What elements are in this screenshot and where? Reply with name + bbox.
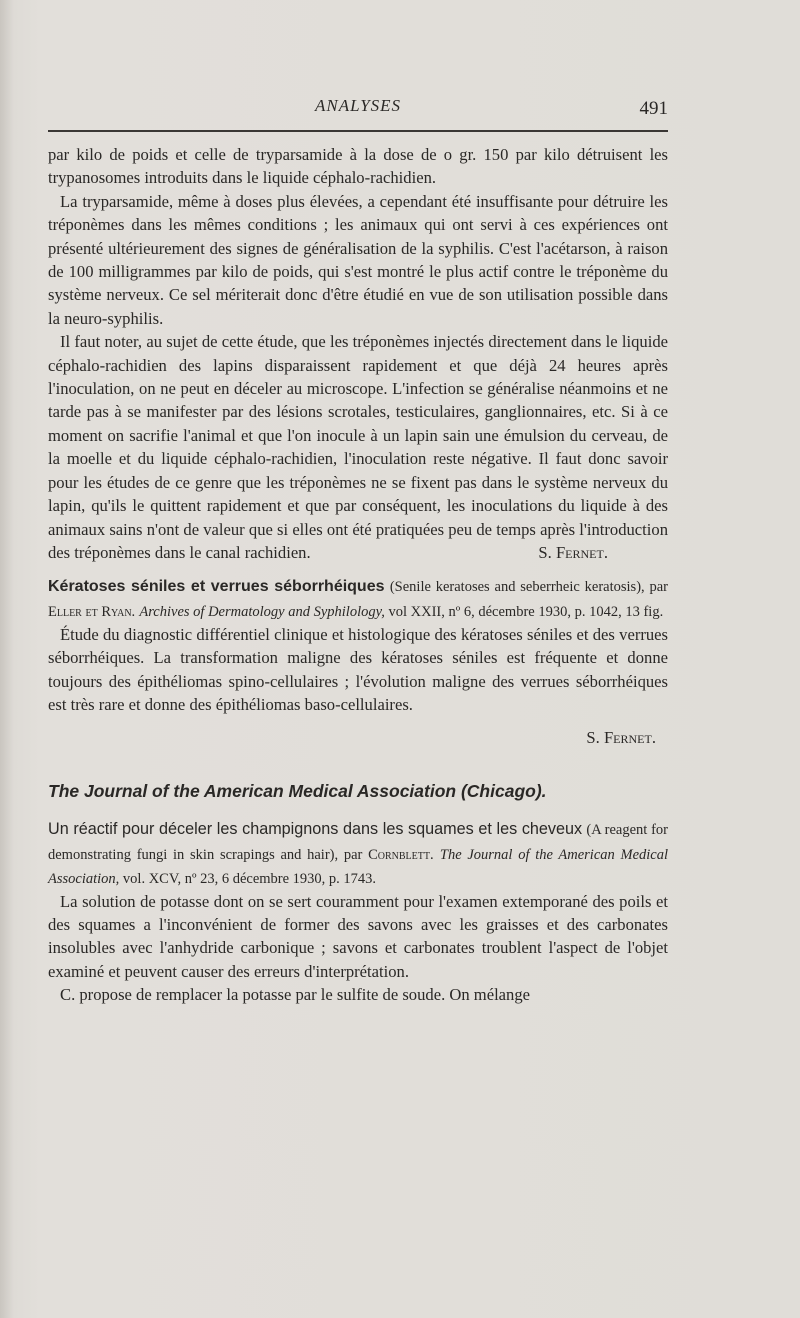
entry-1-heading [48, 574, 668, 622]
entry-2-body-2: C. propose de remplacer la potasse par le sulfite de soude. On mélange [60, 985, 530, 1005]
paragraph-3: Il faut noter, au sujet de cette étude, que les tréponèmes injectés directement dans le liquide céphalo-rachidien des lapins disparaissent rapidement et que déjà 24 heures après l'inoculation, on ne peut en déceler au microscope. L'infection se généralise néanmoins et ne tarde pas à se manifester par des lésions scrotales, testiculaires, ganglionnaires, etc. Si à ce moment on sacrifie l'animal et que l'on inocule à un lapin sain une émulsion du cerveau, de la moelle et du liquide céphalo-rachidien, l'inoculation reste négative. Il faut donc savoir pour les études de ce genre que les tréponèmes ne se fixent pas dans le système nerveux du lapin, qu'ils le quittent rapidement et que par conséquent, les inoculations du liquide à des animaux sains n'ont de valeur que si elles ont été pratiquées peu de temps après l'introduction des tréponèmes dans le canal rachidien. [48, 332, 668, 562]
entry-1-title: Kératoses séniles et verrues séborrhéiques [48, 578, 385, 596]
page-header [48, 96, 668, 126]
page-number: 491 [639, 98, 668, 119]
paragraph-2: La tryparsamide, même à doses plus élevées, a cependant été insuffisante pour détruire les tréponèmes dans les mêmes conditions ; les animaux qui ont servi à ces expériences ont présenté ultérieurement des signes de généralisation de la syphilis. C'est l'acétarson, à raison de 100 milligrammes par kilo de poids, qui s'est montré le plus actif contre le tréponème du système nerveux. Ce sel mériterait donc d'être étudié en vue de son utilisation possible dans la neuro-syphilis. [48, 191, 668, 328]
entry-1-journal: Archives of Dermatology and Syphilology, [139, 603, 385, 620]
entry-2-heading [48, 817, 668, 889]
running-head: ANALYSES [314, 96, 402, 115]
journal-heading: The Journal of the American Medical Association (Chicago). [48, 780, 547, 801]
signature-1: S. Fernet. [538, 542, 608, 562]
entry-2-meta-prefix: (A reagent for demonstrating fungi in skin scrapings and hair), par [48, 822, 668, 863]
entry-2-body-1: La solution de potasse dont on se sert couramment pour l'examen extemporané des poils et des squames a l'inconvénient de former des savons avec les graisses et des carbonates insolubles avec l'anhydride carbonique ; savons et carbonates troublent l'aspect de l'objet examiné et peuvent causer des erreurs d'interprétation. [48, 891, 668, 981]
body-text [48, 143, 668, 1007]
paragraph-1: par kilo de poids et celle de tryparsamide à la dose de o gr. 150 par kilo détruisent les trypanosomes introduits dans le liquide céphalo-rachidien. [48, 145, 668, 188]
header-rule [48, 130, 668, 132]
entry-1-authors: Eller et Ryan. [48, 603, 136, 620]
entry-1-body: Étude du diagnostic différentiel clinique et histologique des kératoses séniles et des verrues séborrhéiques. La transformation maligne des kératoses séniles est fréquente et donne toujours des épithéliomas spino-cellulaires ; l'évolution maligne des verrues séborrhéiques est très rare et donne des épithéliomas baso-cellulaires. [48, 624, 668, 714]
entry-2-authors: Cornblett. [368, 846, 434, 863]
entry-1-meta-prefix: (Senile keratoses and seberrheic keratosis), par [389, 579, 668, 596]
entry-2-title: Un réactif pour déceler les champignons dans les squames et les cheveux [48, 820, 583, 839]
entry-1-meta-suffix: vol XXII, nº 6, décembre 1930, p. 1042, 13 fig. [384, 603, 664, 620]
entry-1-signature: S. Fernet. [586, 728, 656, 748]
entry-2-journal: The Journal of the American Medical Association, [48, 846, 669, 887]
entry-2-meta-suffix: vol. XCV, nº 23, 6 décembre 1930, p. 1743. [119, 870, 377, 887]
